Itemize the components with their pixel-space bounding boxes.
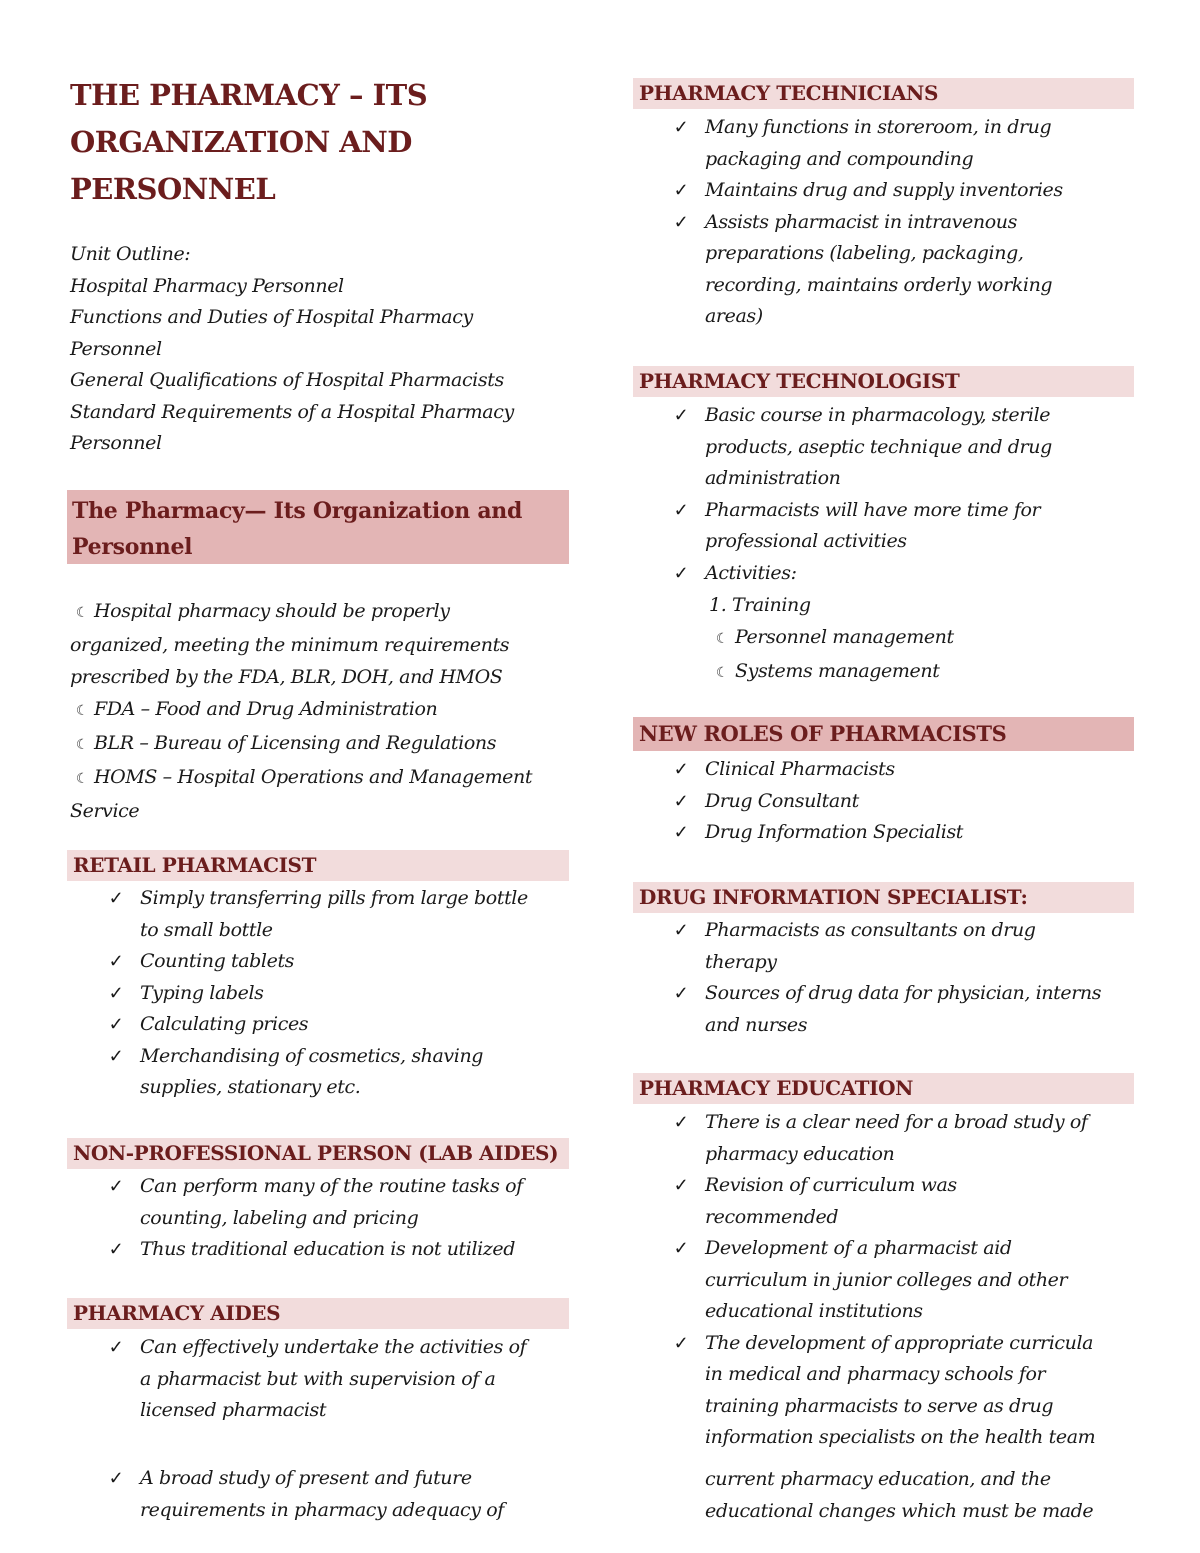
checkmark-icon: ✓ [673, 117, 689, 138]
list-item-line: Assists pharmacist in intravenous [705, 210, 1017, 233]
list-item-line: Pharmacists will have more time for [705, 498, 1041, 521]
paragraph-line: prescribed by the FDA, BLR, DOH, and HMOS [70, 666, 503, 688]
aides-list-1 [104, 1332, 564, 1427]
section-heading-nonprofessional: NON-PROFESSIONAL PERSON (LAB AIDES) [67, 1138, 569, 1169]
technologist-list [669, 400, 1129, 589]
paragraph-line: educational changes which must be made [705, 1500, 1094, 1522]
checkmark-icon: ✓ [108, 1337, 124, 1358]
list-item-line: areas) [705, 305, 763, 327]
list-item-line: pharmacy education [705, 1142, 895, 1165]
list-item-line: Thus traditional education is not utilized [140, 1238, 516, 1260]
paragraph-line: ☾ FDA – Food and Drug Administration [70, 693, 565, 727]
list-item-line: Basic course in pharmacology, sterile [705, 404, 1051, 426]
document-title [70, 72, 530, 213]
outline-item: Personnel [70, 337, 162, 360]
activity-sub-item: ☾ Personnel management [709, 621, 1109, 655]
technologist-activities [709, 589, 1109, 689]
education-list [669, 1107, 1134, 1454]
section-heading-new-roles: NEW ROLES OF PHARMACISTS [633, 717, 1134, 751]
list-item-line: administration [705, 467, 841, 489]
outline-item: General Qualifications of Hospital Pharmacists [70, 369, 504, 391]
moon-bullet-icon: ☾ [75, 605, 89, 621]
checkmark-icon: ✓ [108, 951, 124, 972]
list-item-line: recommended [705, 1205, 839, 1228]
list-item [669, 754, 1129, 786]
moon-bullet-icon: ☾ [75, 737, 89, 753]
drug-info-specialist-list [669, 915, 1129, 1041]
checkmark-icon: ✓ [673, 920, 689, 941]
list-item-line: preparations (labeling, packaging, [705, 242, 1024, 264]
list-item-line: Sources of drug data for physician, interns [705, 982, 1102, 1004]
list-item-line: Can perform many of the routine tasks of [140, 1175, 523, 1197]
list-item-line: in medical and pharmacy schools for [705, 1363, 1046, 1385]
list-item-line: Many functions in storeroom, in drug [705, 116, 1052, 138]
checkmark-icon: ✓ [673, 211, 689, 233]
activity-sub-item: ☾ Systems management [709, 655, 1109, 689]
moon-bullet-icon: ☾ [715, 631, 729, 647]
list-item-line: Drug Information Specialist [705, 821, 964, 843]
list-item [669, 175, 1129, 207]
retail-list [104, 883, 564, 1104]
outline-item: Functions and Duties of Hospital Pharmacy [70, 306, 473, 328]
checkmark-icon: ✓ [108, 1014, 124, 1035]
section-heading-aides: PHARMACY AIDES [67, 1298, 569, 1329]
heading-line: Personnel [72, 534, 193, 560]
checkmark-icon: ✓ [673, 1112, 689, 1133]
moon-bullet-icon: ☾ [75, 703, 89, 719]
outline-item: Standard Requirements of a Hospital Pharmacy [70, 400, 514, 423]
checkmark-icon: ✓ [108, 1239, 124, 1260]
section-heading-technologist: PHARMACY TECHNOLOGIST [633, 366, 1134, 397]
checkmark-icon: ✓ [673, 983, 689, 1004]
checkmark-icon: ✓ [673, 1238, 689, 1259]
list-item [669, 112, 1129, 175]
list-item-line: Pharmacists as consultants on drug [705, 919, 1036, 941]
list-item-line: Can effectively undertake the activities of [140, 1336, 527, 1358]
new-roles-list [669, 754, 1129, 849]
list-item [104, 946, 564, 978]
list-item-line: supplies, stationary etc. [140, 1076, 361, 1098]
paragraph-line: ☾ BLR – Bureau of Licensing and Regulations [70, 727, 565, 761]
checkmark-icon: ✓ [673, 759, 689, 780]
list-item-line: Counting tablets [140, 950, 295, 972]
unit-outline [70, 239, 550, 460]
section-heading-education: PHARMACY EDUCATION [633, 1073, 1134, 1104]
list-item-line: Development of a pharmacist aid [705, 1237, 1012, 1259]
checkmark-icon: ✓ [108, 1176, 124, 1197]
checkmark-icon: ✓ [673, 822, 689, 843]
checkmark-icon: ✓ [673, 1332, 689, 1354]
technicians-list [669, 112, 1129, 333]
paragraph-line: ☾ Hospital pharmacy should be properly [70, 595, 565, 629]
list-item-line: information specialists on the health team [705, 1426, 1096, 1448]
list-item [669, 786, 1129, 818]
list-item-line: Revision of curriculum was [705, 1174, 957, 1196]
list-item-line: therapy [705, 950, 777, 973]
list-item-line: products, aseptic technique and drug [705, 435, 1052, 458]
list-item [669, 400, 1129, 495]
title-line: PERSONNEL [70, 172, 276, 206]
list-item-line: a pharmacist but with supervision of a [140, 1367, 496, 1390]
section-heading-retail: RETAIL PHARMACIST [67, 850, 569, 881]
checkmark-icon: ✓ [108, 982, 124, 1004]
list-item-line: Calculating prices [140, 1013, 309, 1035]
list-item-line: Drug Consultant [705, 789, 859, 812]
list-item-line: Simply transferring pills from large bottle [140, 887, 528, 909]
heading-line: The Pharmacy— Its Organization and [72, 498, 523, 524]
paragraph-line: Service [70, 800, 140, 822]
education-continuation [705, 1463, 1135, 1527]
checkmark-icon: ✓ [673, 180, 689, 201]
moon-bullet-icon: ☾ [75, 771, 89, 787]
checkmark-icon: ✓ [673, 405, 689, 426]
list-item-line: Merchandising of cosmetics, shaving [140, 1044, 484, 1067]
list-item [104, 1171, 564, 1234]
list-item-line: Maintains drug and supply inventories [705, 179, 1063, 201]
list-item [104, 1332, 564, 1427]
list-item [669, 1328, 1134, 1454]
list-item [104, 1234, 564, 1266]
list-item [104, 1009, 564, 1041]
checkmark-icon: ✓ [108, 888, 124, 909]
outline-label: Unit Outline: [70, 243, 191, 265]
paragraph-line: ☾ HOMS – Hospital Operations and Management [70, 761, 565, 795]
list-item-line: There is a clear need for a broad study of [705, 1111, 1088, 1133]
list-item-line: Clinical Pharmacists [705, 758, 895, 780]
list-item-line: Activities: [705, 561, 797, 584]
checkmark-icon: ✓ [673, 1175, 689, 1196]
section-heading-organization [67, 490, 569, 564]
aides-list-2 [104, 1463, 564, 1526]
section-heading-drug-info-specialist: DRUG INFORMATION SPECIALIST: [633, 882, 1134, 913]
list-item [104, 978, 564, 1010]
list-item-line: to small bottle [140, 918, 273, 941]
list-item-line: A broad study of present and future [140, 1467, 472, 1489]
list-item-line: training pharmacists to serve as drug [705, 1394, 1054, 1417]
outline-item: Hospital Pharmacy Personnel [70, 274, 344, 297]
list-item-line: curriculum in junior colleges and other [705, 1268, 1068, 1291]
list-item-line: counting, labeling and pricing [140, 1206, 419, 1229]
list-item [669, 1170, 1134, 1233]
checkmark-icon: ✓ [673, 562, 689, 584]
title-line: THE PHARMACY – ITS [70, 78, 428, 112]
list-item-line: packaging and compounding [705, 147, 974, 170]
checkmark-icon: ✓ [673, 499, 689, 521]
list-item-line: requirements in pharmacy adequacy of [140, 1498, 504, 1521]
list-item [669, 915, 1129, 978]
list-item-line: and nurses [705, 1013, 808, 1036]
checkmark-icon: ✓ [108, 1045, 124, 1067]
nonprofessional-list [104, 1171, 564, 1266]
list-item-line: recording, maintains orderly working [705, 273, 1053, 296]
organization-paragraph [70, 595, 565, 827]
list-item [669, 978, 1129, 1041]
activity-numbered-item: 1. Training [709, 594, 811, 616]
list-item-line: The development of appropriate curricula [705, 1331, 1094, 1354]
list-item-line: professional activities [705, 530, 907, 552]
checkmark-icon: ✓ [108, 1468, 124, 1489]
title-line: ORGANIZATION AND [70, 125, 412, 159]
list-item [104, 1463, 564, 1526]
section-heading-technicians: PHARMACY TECHNICIANS [633, 78, 1134, 109]
list-item [104, 883, 564, 946]
list-item [669, 1233, 1134, 1328]
list-item [104, 1041, 564, 1104]
outline-item: Personnel [70, 432, 162, 454]
list-item-line: Typing labels [140, 981, 264, 1004]
list-item-line: licensed pharmacist [140, 1399, 327, 1421]
list-item-line: educational institutions [705, 1300, 923, 1322]
list-item [669, 817, 1129, 849]
list-item [669, 1107, 1134, 1170]
paragraph-line: current pharmacy education, and the [705, 1468, 1051, 1490]
paragraph-line: organized, meeting the minimum requirements [70, 634, 510, 656]
checkmark-icon: ✓ [673, 790, 689, 812]
list-item [669, 558, 1129, 590]
list-item [669, 495, 1129, 558]
moon-bullet-icon: ☾ [715, 665, 729, 681]
list-item [669, 207, 1129, 333]
